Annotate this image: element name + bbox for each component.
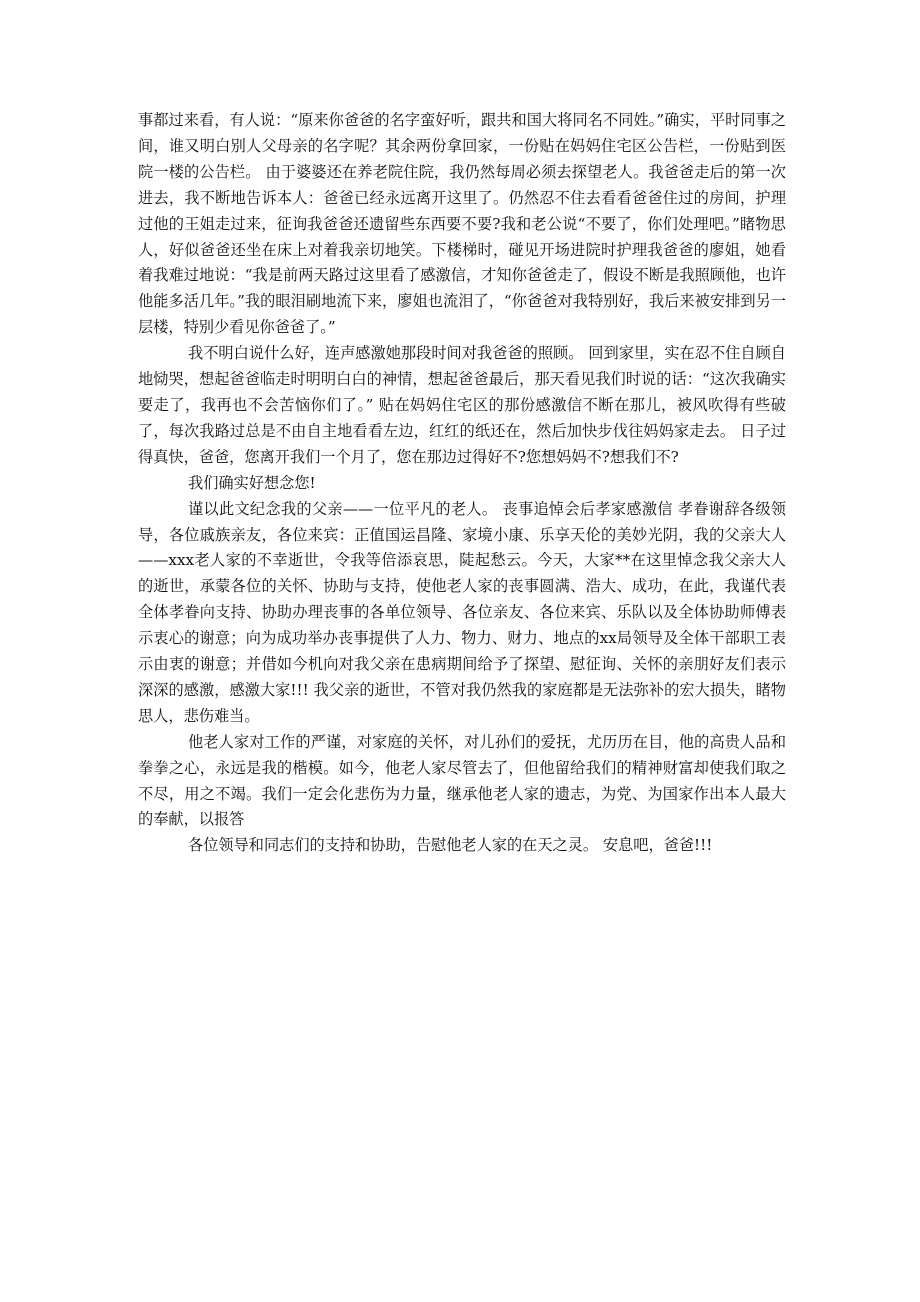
paragraph-6: 各位领导和同志们的支持和协助，告慰他老人家的在天之灵。 安息吧，爸爸!!! xyxy=(188,836,713,855)
paragraph-4: 谨以此文纪念我的父亲——一位平凡的老人。 丧事追悼会后孝家感激信 孝眷谢辞各级领导，各位戚族亲友，各位来宾：正值国运昌隆、家境小康、乐享天伦的美妙光阴，我的父亲大人——xxx老人家的不幸逝世，令我等倍添哀思，陡起愁云。今天，大家**在这里悼念我父亲大人的逝世，承蒙各位的关怀、协助与支持，使他老人家的丧事圆满、浩大、成功，在此，我谨代表全体孝眷向支持、协助办理丧事的各单位领导、各位亲友、各位来宾、乐队以及全体协助师傅表示衷心的谢意；向为成功举办丧事提供了人力、物力、财力、地点的xx局领导及全体干部职工表示由衷的谢意；并借如今机向对我父亲在患病期间给予了探望、慰征询、关怀的亲朋好友们表示深深的感激，感激大家!!! 我父亲的逝世，不管对我仍然我的家庭都是无法弥补的宏大损失，睹物思人，悲伤难当。 xyxy=(138,499,786,725)
paragraph-2: 我不明白说什么好，连声感激她那段时间对我爸爸的照顾。 回到家里，实在忍不住自顾自地恸哭，想起爸爸临走时明明白白的神情，想起爸爸最后，那天看见我们时说的话：“这次我确实要走了，我再也不会苦恼你们了。” 贴在妈妈住宅区的那份感激信不断在那儿，被风吹得有些破了，每次我路过总是不由自主地看看左边，红红的纸还在，然后加快步伐往妈妈家走去。 日子过得真快，爸爸，您离开我们一个月了，您在那边过得好不?您想妈妈不?想我们不? xyxy=(138,344,786,466)
paragraph-5: 他老人家对工作的严谨，对家庭的关怀，对儿孙们的爱抚，尤历历在目，他的高贵人品和拳拳之心，永远是我的楷模。如今，他老人家尽管去了，但他留给我们的精神财富却使我们取之不尽，用之不竭。我们一定会化悲伤为力量，继承他老人家的遗志，为党、为国家作出本人最大的奉献，以报答 xyxy=(138,732,786,829)
paragraph-3: 我们确实好想念您! xyxy=(188,473,316,492)
document-body xyxy=(138,108,786,859)
paragraph-1: 事都过来看，有人说：“原来你爸爸的名字蛮好听，跟共和国大将同名不同姓。”确实，平时同事之间，谁又明白别人父母亲的名字呢？其余两份拿回家，一份贴在妈妈住宅区公告栏，一份贴到医院一楼的公告栏。 由于婆婆还在养老院住院，我仍然每周必须去探望老人。我爸爸走后的第一次进去，我不断地告诉本人：爸爸已经永远离开这里了。仍然忍不住去看看爸爸住过的房间，护理过他的王姐走过来，征询我爸爸还遗留些东西要不要?我和老公说“不要了，你们处理吧。”睹物思人，好似爸爸还坐在床上对着我亲切地笑。下楼梯时，碰见开场进院时护理我爸爸的廖姐，她看着我难过地说：“我是前两天路过这里看了感激信，才知你爸爸走了，假设不断是我照顾他，也许他能多活几年。”我的眼泪刷地流下来，廖姐也流泪了，“你爸爸对我特别好，我后来被安排到另一层楼，特别少看见你爸爸了。” xyxy=(138,111,786,337)
